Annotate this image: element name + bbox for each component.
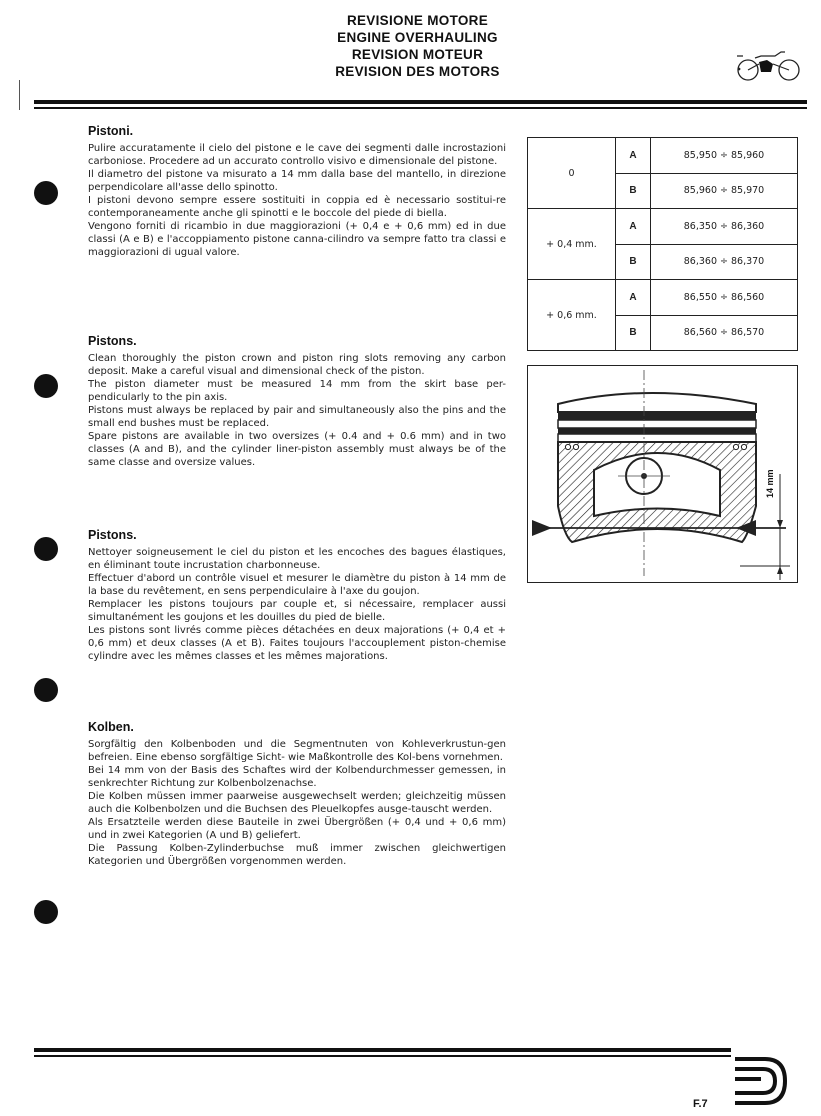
diameter-range-cell: 86,350 ÷ 86,360 xyxy=(651,209,798,245)
class-cell: B xyxy=(616,173,651,209)
section-body: Sorgfältig den Kolbenboden und die Segmentnuten von Kohleverkrustun-gen befreien. Eine ebenso sorgfältige Sicht- wie Maßkontrolle des Kol-bens vornehmen. Bei 14 mm von der Basis des Schaftes wird der Kolbendurchmesser gemessen, in senkrechter Richtung zur Kolbenbolzenachse. Die Kolben müssen immer paarweise ausgewechselt werden; gleichzeitig müssen auch die Kolbenbolzen und die Buchsen des Pleuelkopfes ausge-tauscht werden. Als Ersatzteile werden diese Bauteile in zwei Übergrößen (+ 0,4 und + 0,6 mm) und in zwei Kategorien (A und B) geliefert. Die Passung Kolben-Zylinderbuchse muß immer zwischen gleichwertigen Kategorien und Übergrößen vorgenommen werden. xyxy=(88,739,506,867)
section-title: Pistons. xyxy=(88,334,137,348)
section-french xyxy=(88,528,506,663)
piston-diagram xyxy=(527,365,798,583)
motorcycle-logo-icon xyxy=(733,48,805,82)
section-body: Nettoyer soigneusement le ciel du piston et les encoches des bagues élastiques, en éliminant toute incrustation charbonneuse. Effectuer d'abord un contrôle visuel et mesurer le diamètre du piston à 14 mm de la base du revêtement, en sens perpendiculaire à l'axe du goujon. Remplacer les pistons toujours par couple et, si nécessaire, remplacer aussi simultanément les goujons et les douilles du pied de bielle. Les pistons sont livrés comme pièces détachées en deux majorations (+ 0,4 et + 0,6 mm) et deux classes (A et B). Faites toujours l'accouplement piston-chemise cylindre avec les mêmes classes et les mêmes majorations. xyxy=(88,547,506,662)
section-body: Pulire accuratamente il cielo del pistone e le cave dei segmenti dalle incrostazioni carboniose. Procedere ad un accurato controllo visivo e dimensionale del pistone. Il diametro del pistone va misurato a 14 mm dalla base del mantello, in direzione perpendicolare all'asse dello spinotto. I pistoni devono sempre essere sostituiti in coppia ed è necessario sostitui-re contemporaneamente anche gli spinotti e le boccole del piede di biella. Vengono forniti di ricambio in due maggiorazioni (+ 0,4 e + 0,6 mm) ed in due classi (A e B) e l'accoppiamento pistone canna-cilindro va sempre fatto tra classi e maggiorazioni di ugual valore. xyxy=(88,143,506,258)
section-title: Kolben. xyxy=(88,720,134,734)
section-body: Clean thoroughly the piston crown and piston ring slots removing any carbon deposit. Make a careful visual and dimensional check of the piston. The piston diameter must be measured 14 mm from the skirt base per-pendicularly to the pin axis. Pistons must always be replaced by pair and simultaneously also the pins and the small end bushes must be replaced. Spare pistons are available in two oversizes (+ 0.4 and + 0.6 mm) and in two classes (A and B), and the cylinder liner-piston assembly must always be of the same classe and oversize values. xyxy=(88,353,506,468)
oversize-cell: + 0,6 mm. xyxy=(528,280,616,351)
diameter-range-cell: 86,550 ÷ 86,560 xyxy=(651,280,798,316)
binder-hole xyxy=(34,374,58,398)
table-row xyxy=(528,280,798,316)
diameter-range-cell: 86,560 ÷ 86,570 xyxy=(651,315,798,351)
header-rule-thin xyxy=(34,107,807,109)
section-italian xyxy=(88,124,506,259)
title-en: ENGINE OVERHAULING xyxy=(337,30,498,45)
brand-logo-icon xyxy=(731,1055,789,1107)
table-row xyxy=(528,209,798,245)
piston-drawing xyxy=(528,366,796,581)
diameter-range-cell: 85,950 ÷ 85,960 xyxy=(651,138,798,174)
class-cell: A xyxy=(616,280,651,316)
header-rule-thick xyxy=(34,100,807,104)
footer-rule-thin xyxy=(34,1055,731,1057)
class-cell: B xyxy=(616,315,651,351)
title-it: REVISIONE MOTORE xyxy=(346,13,489,28)
table-row xyxy=(528,138,798,174)
binder-hole xyxy=(34,678,58,702)
diameter-range-cell: 86,360 ÷ 86,370 xyxy=(651,244,798,280)
piston-size-table xyxy=(527,137,798,351)
class-cell: A xyxy=(616,138,651,174)
section-title: Pistoni. xyxy=(88,124,134,138)
class-cell: B xyxy=(616,244,651,280)
binder-hole xyxy=(34,537,58,561)
section-german xyxy=(88,720,506,868)
footer-rule-thick xyxy=(34,1048,731,1052)
oversize-cell: 0 xyxy=(528,138,616,209)
title-fr: REVISION MOTEUR xyxy=(351,47,484,62)
binder-hole xyxy=(34,900,58,924)
title-de: REVISION DES MOTORS xyxy=(335,64,500,79)
page-header xyxy=(250,12,585,80)
margin-mark xyxy=(19,80,20,110)
section-english xyxy=(88,334,506,469)
dimension-label: 14 mm xyxy=(765,469,775,498)
class-cell: A xyxy=(616,209,651,245)
binder-hole xyxy=(34,181,58,205)
diameter-range-cell: 85,960 ÷ 85,970 xyxy=(651,173,798,209)
section-title: Pistons. xyxy=(88,528,137,542)
page-number: F.7 xyxy=(693,1098,708,1110)
oversize-cell: + 0,4 mm. xyxy=(528,209,616,280)
